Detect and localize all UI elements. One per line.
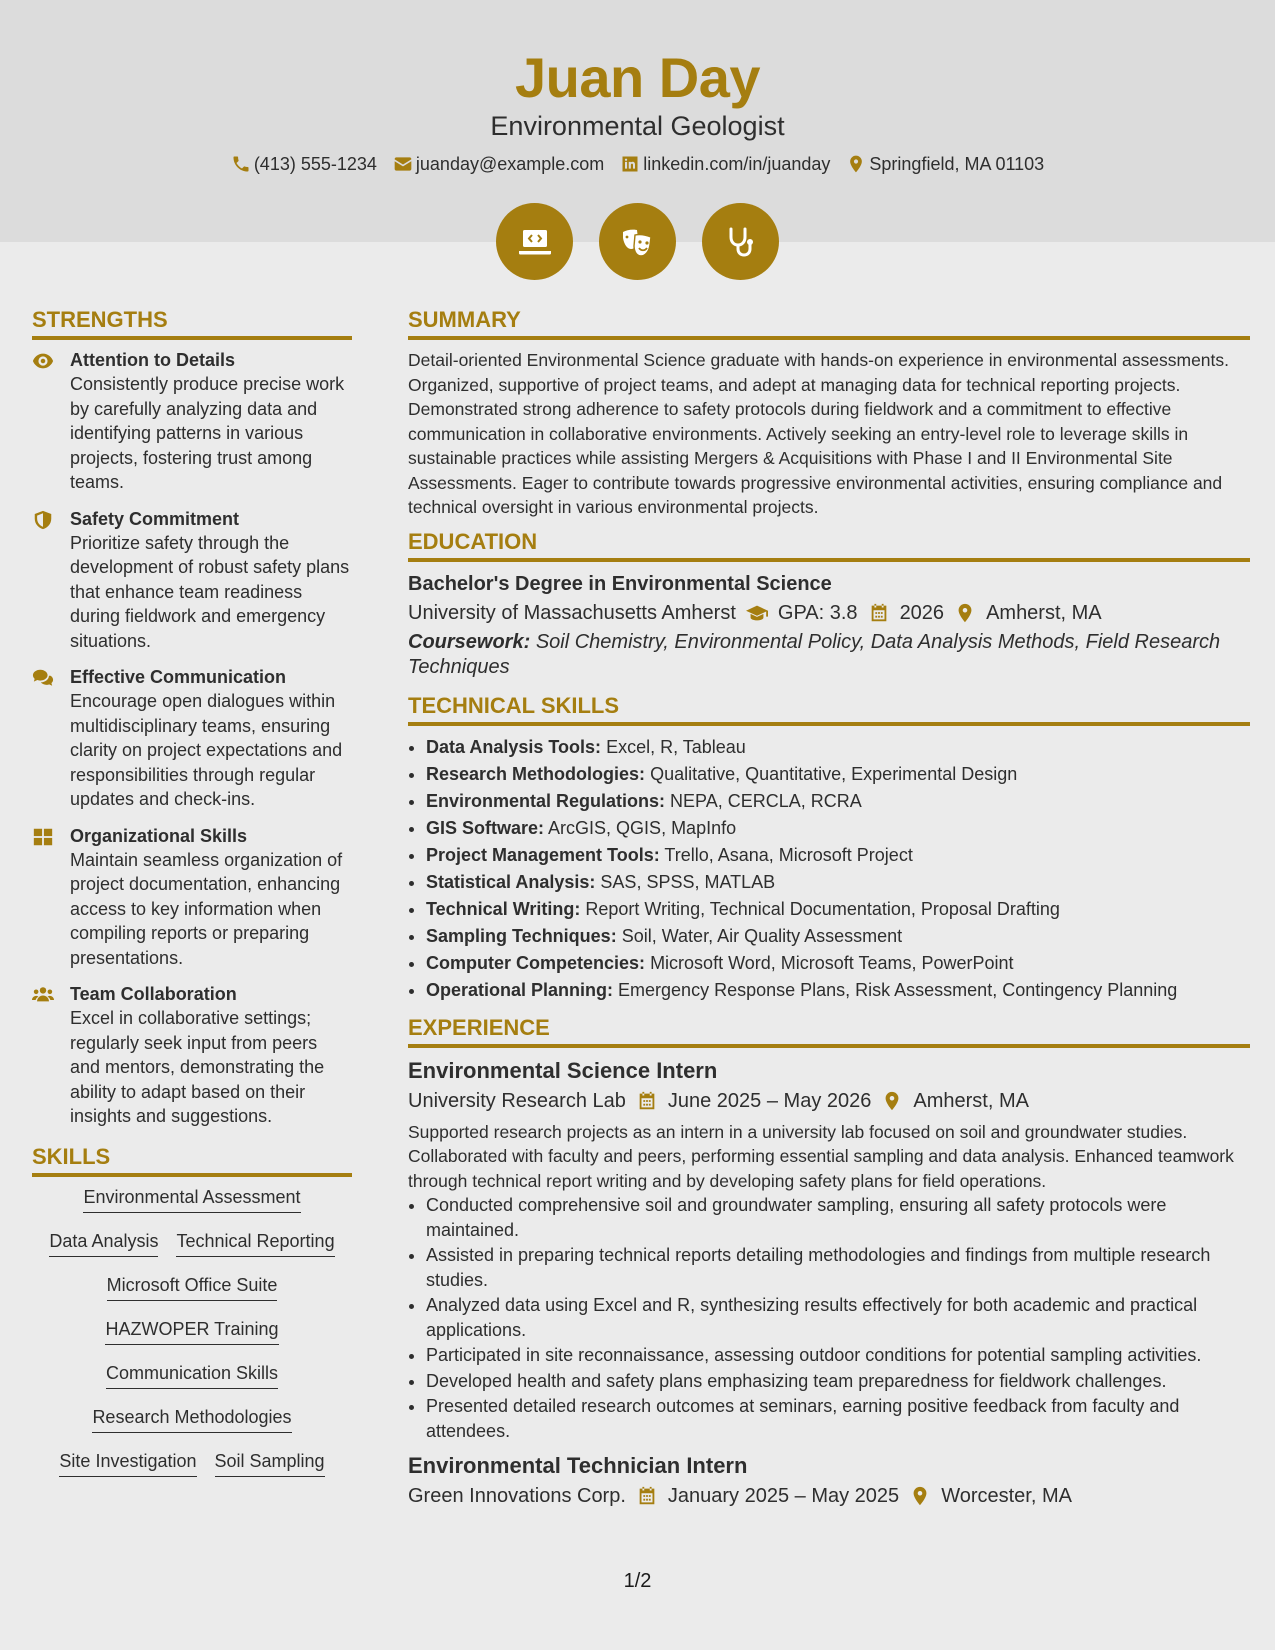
- tech-skill-label: Sampling Techniques:: [426, 925, 617, 946]
- degree-title: Bachelor's Degree in Environmental Science: [408, 572, 832, 595]
- technical-skills-title: TECHNICAL SKILLS: [408, 692, 1250, 726]
- resume-header: [0, 0, 1275, 242]
- map-pin-icon: [846, 154, 866, 174]
- tech-skill-label: GIS Software:: [426, 817, 545, 838]
- laptop-code-icon: [496, 203, 573, 280]
- phone-text: (413) 555-1234: [253, 154, 377, 174]
- list-item: [426, 761, 1250, 788]
- map-pin-icon: [881, 1090, 903, 1112]
- tech-skill-label: Operational Planning:: [426, 979, 614, 1000]
- email-text: juanday@example.com: [415, 154, 605, 174]
- strengths-title: STRENGTHS: [32, 306, 352, 340]
- strength-title: Attention to Details: [70, 350, 235, 370]
- tech-skill-value: Excel, R, Tableau: [606, 736, 746, 757]
- list-item: [426, 977, 1250, 1004]
- linkedin-text: linkedin.com/in/juanday: [643, 154, 831, 174]
- skill-tag: Research Methodologies: [92, 1405, 291, 1433]
- strength-item: [32, 348, 352, 495]
- skill-tag: Site Investigation: [59, 1449, 196, 1477]
- location-text: Springfield, MA 01103: [869, 154, 1045, 174]
- skill-tag: Technical Reporting: [176, 1229, 334, 1257]
- tech-skill-value: Microsoft Word, Microsoft Teams, PowerPoint: [650, 952, 1014, 973]
- eye-icon: [32, 351, 54, 371]
- skills-list: [32, 1185, 352, 1477]
- contact-bar: [0, 151, 1275, 177]
- left-column: [32, 306, 352, 1493]
- users-icon: [32, 985, 54, 1005]
- candidate-role: Environmental Geologist: [490, 111, 785, 141]
- strength-item: [32, 507, 352, 654]
- skill-tag: Microsoft Office Suite: [107, 1273, 278, 1301]
- grid-icon: [32, 827, 54, 847]
- skill-tag: Soil Sampling: [215, 1449, 325, 1477]
- tech-skill-label: Technical Writing:: [426, 898, 581, 919]
- job-dates: January 2025 – May 2025: [667, 1485, 900, 1507]
- calendar-icon: [636, 1485, 658, 1507]
- job-bullets: [408, 1193, 1250, 1443]
- list-item: [426, 842, 1250, 869]
- map-pin-icon: [909, 1485, 931, 1507]
- strength-description: Consistently produce precise work by carefully analyzing data and identifying patterns in various projects, fostering trust among teams.: [70, 374, 345, 492]
- strength-title: Safety Commitment: [70, 508, 240, 529]
- experience-title: EXPERIENCE: [408, 1014, 1250, 1048]
- strength-item: [32, 665, 352, 812]
- job-location: Worcester, MA: [941, 1485, 1072, 1507]
- theater-masks-icon: [599, 203, 676, 280]
- comments-icon: [32, 668, 54, 688]
- contact-location: [846, 151, 1044, 177]
- coursework-list: Soil Chemistry, Environmental Policy, Data Analysis Methods, Field Research Techniques: [408, 630, 1221, 678]
- skill-tag: HAZWOPER Training: [105, 1317, 278, 1345]
- education-location: Amherst, MA: [986, 601, 1102, 624]
- graduation-year: 2026: [899, 601, 945, 624]
- stethoscope-icon: [702, 203, 779, 280]
- tech-skill-label: Environmental Regulations:: [426, 790, 666, 811]
- strength-item: [32, 824, 352, 971]
- calendar-icon: [636, 1090, 658, 1112]
- job-entry: [408, 1056, 1250, 1444]
- strength-title: Team Collaboration: [70, 984, 237, 1004]
- skill-tag: Data Analysis: [49, 1229, 158, 1257]
- tech-skill-value: Qualitative, Quantitative, Experimental Design: [650, 763, 1018, 784]
- list-item: • Analyzed data using Excel and R, synthesizing results effectively for both academic and practical applications.: [426, 1293, 1250, 1342]
- school-name: University of Massachusetts Amherst: [408, 601, 736, 624]
- list-item: [426, 788, 1250, 815]
- job-dates: June 2025 – May 2026: [667, 1089, 872, 1112]
- candidate-name: Juan Day: [515, 46, 760, 109]
- summary-title: SUMMARY: [408, 306, 1250, 340]
- linkedin-icon: [620, 154, 640, 174]
- tech-skill-value: NEPA, CERCLA, RCRA: [670, 790, 862, 811]
- shield-icon: [32, 510, 54, 530]
- tech-skill-label: Research Methodologies:: [426, 763, 646, 784]
- list-item: • Participated in site reconnaissance, assessing outdoor conditions for potential sampling activities.: [426, 1343, 1250, 1368]
- gpa-text: GPA: 3.8: [777, 601, 858, 624]
- job-title: Environmental Science Intern: [408, 1057, 718, 1083]
- list-item: • Conducted comprehensive soil and groundwater sampling, ensuring all safety protocols were maintained.: [426, 1193, 1250, 1242]
- tech-skill-value: Report Writing, Technical Documentation, Proposal Drafting: [585, 898, 1060, 919]
- graduation-cap-icon: [746, 602, 768, 624]
- list-item: [426, 869, 1250, 896]
- strength-description: Maintain seamless organization of project documentation, enhancing access to key information when compiling reports or preparing presentations.: [70, 849, 343, 968]
- contact-email[interactable]: [393, 151, 604, 177]
- education-meta: [408, 598, 1250, 628]
- hobby-icons: [0, 203, 1275, 280]
- tech-skill-value: ArcGIS, QGIS, MapInfo: [548, 817, 737, 838]
- summary-text: Detail-oriented Environmental Science graduate with hands-on experience in environmental assessments. Organized, supportive of project teams, and adept at managing data for technical reporting projects. Demonstrated strong adherence to safety protocols during fieldwork and a commitment to effective communication in collaborative environments. Actively seeking an entry-level role to leverage skills in sustainable practices while assisting Mergers & Acquisitions with Phase I and II Environmental Site Assessments. Eager to contribute towards progressive environmental activities, ensuring compliance and technical oversight in various environmental projects.: [408, 350, 1230, 517]
- skill-tag: Environmental Assessment: [83, 1185, 300, 1213]
- strength-description: Prioritize safety through the development of robust safety plans that enhance team readiness during fieldwork and emergency situations.: [70, 532, 350, 651]
- tech-skill-label: Computer Competencies:: [426, 952, 646, 973]
- list-item: • Assisted in preparing technical reports detailing methodologies and findings from multiple research studies.: [426, 1243, 1250, 1292]
- job-title: Environmental Technician Intern: [408, 1453, 748, 1478]
- envelope-icon: [393, 154, 413, 174]
- list-item: • Developed health and safety plans emphasizing team preparedness for fieldwork challenges.: [426, 1369, 1250, 1394]
- strength-item: [32, 982, 352, 1129]
- coursework-label: Coursework:: [408, 630, 531, 653]
- tech-skill-value: SAS, SPSS, MATLAB: [600, 871, 776, 892]
- tech-skill-value: Emergency Response Plans, Risk Assessment, Contingency Planning: [618, 979, 1178, 1000]
- tech-skill-label: Data Analysis Tools:: [426, 736, 602, 757]
- calendar-icon: [868, 602, 890, 624]
- education-title: EDUCATION: [408, 528, 1250, 562]
- strength-title: Effective Communication: [70, 667, 287, 687]
- tech-skill-value: Trello, Asana, Microsoft Project: [664, 844, 913, 865]
- list-item: [426, 896, 1250, 923]
- skill-tag: Communication Skills: [106, 1361, 278, 1389]
- strength-description: Encourage open dialogues within multidisciplinary teams, ensuring clarity on project expectations and responsibilities through regular updates and check-ins.: [70, 691, 343, 809]
- coursework: [408, 630, 1250, 680]
- tech-skill-label: Project Management Tools:: [426, 844, 660, 865]
- tech-skill-label: Statistical Analysis:: [426, 871, 596, 892]
- job-location: Amherst, MA: [913, 1089, 1029, 1112]
- list-item: • Presented detailed research outcomes at seminars, earning positive feedback from faculty and attendees.: [426, 1394, 1250, 1443]
- technical-skills-list: [408, 734, 1250, 1004]
- skills-title: SKILLS: [32, 1143, 352, 1177]
- page-number: 1/2: [623, 1570, 652, 1592]
- job-org: Green Innovations Corp.: [408, 1485, 626, 1507]
- right-column: [408, 306, 1250, 1511]
- list-item: [426, 815, 1250, 842]
- phone-icon: [231, 154, 251, 174]
- list-item: [426, 734, 1250, 761]
- contact-linkedin[interactable]: [620, 151, 830, 177]
- strength-title: Organizational Skills: [70, 825, 248, 846]
- tech-skill-value: Soil, Water, Air Quality Assessment: [621, 925, 903, 946]
- job-meta: [408, 1481, 1250, 1511]
- contact-phone[interactable]: [231, 151, 377, 177]
- list-item: [426, 923, 1250, 950]
- map-pin-icon: [954, 602, 976, 624]
- job-summary: Supported research projects as an intern in a university lab focused on soil and groundwater studies. Collaborated with faculty and peers, performing essential sampling and data analysis. Enhanced teamwork through technical report writing and by developing safety plans for field operations.: [408, 1121, 1234, 1191]
- job-meta: [408, 1086, 1250, 1116]
- job-org: University Research Lab: [408, 1089, 626, 1112]
- job-entry: [408, 1451, 1250, 1511]
- list-item: [426, 950, 1250, 977]
- strength-description: Excel in collaborative settings; regularly seek input from peers and mentors, demonstrating the ability to adapt based on their insights and suggestions.: [70, 1008, 325, 1126]
